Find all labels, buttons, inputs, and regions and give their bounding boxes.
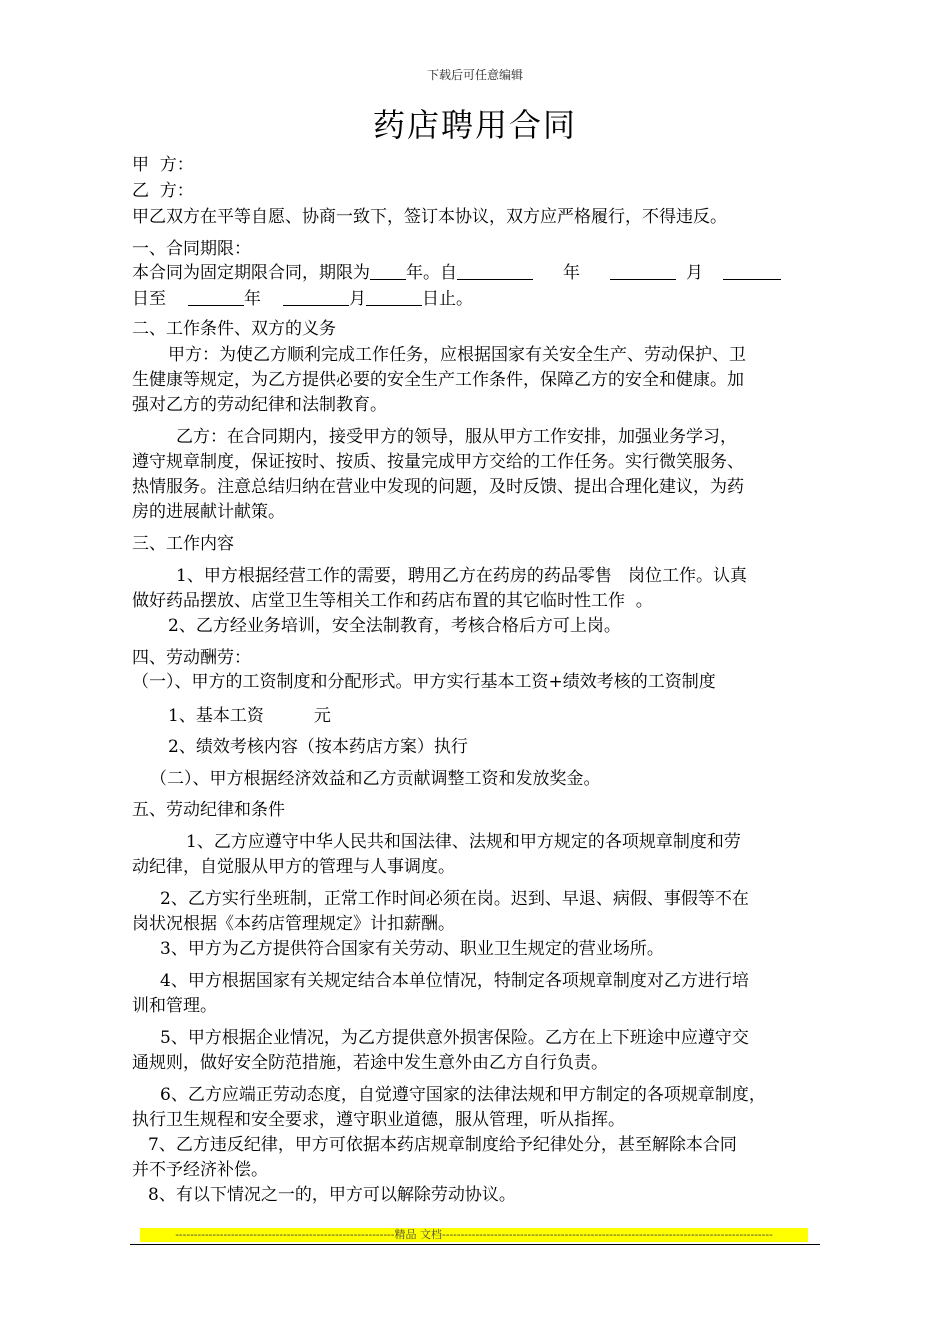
section-4-heading: 四、劳动酬劳：	[132, 648, 251, 668]
term-text: 年。自	[406, 263, 457, 283]
end-year-blank	[188, 289, 244, 306]
discipline-clause-line: 7、乙方违反纪律，甲方可依据本药店规章制度给予纪律处分，甚至解除本合同	[148, 1135, 737, 1155]
remuneration-line: （二）、甲方根据经济效益和乙方贡献调整工资和发放奖金。	[150, 769, 601, 789]
discipline-clause-line: 通规则，做好安全防范措施，若途中发生意外由乙方自行负责。	[132, 1053, 608, 1073]
remuneration-line	[168, 705, 331, 727]
party-b-duty-line: 遵守规章制度，保证按时、按质、按量完成甲方交给的工作任务。实行微笑服务、	[132, 452, 744, 472]
section-3-heading: 三、工作内容	[132, 534, 234, 554]
start-year-blank	[457, 263, 533, 280]
party-b-duty-line: 热情服务。注意总结归纳在营业中发现的问题，及时反馈、提出合理化建议，为药	[132, 477, 744, 497]
start-day-blank	[723, 263, 781, 280]
footer-divider	[130, 1244, 820, 1245]
party-a-duty-line: 甲方：为使乙方顺利完成工作任务，应根据国家有关安全生产、劳动保护、卫	[168, 345, 746, 365]
page-header: 下载后可任意编辑	[426, 68, 523, 82]
term-text: 日止。	[422, 289, 473, 309]
work-content-line: 2、乙方经业务培训，安全法制教育，考核合格后方可上岗。	[168, 616, 621, 636]
party-b-duty-line: 房的进展献计献策。	[132, 502, 285, 522]
term-text: 年	[563, 263, 580, 283]
discipline-clause-line: 执行卫生规程和安全要求，遵守职业道德，服从管理，听从指挥。	[132, 1110, 625, 1130]
discipline-clause-line: 训和管理。	[132, 996, 217, 1016]
discipline-clause-line: 4、甲方根据国家有关规定结合本单位情况，特制定各项规章制度对乙方进行培	[160, 971, 749, 991]
base-salary-label: 1、基本工资	[168, 706, 264, 726]
discipline-clause-line: 2、乙方实行坐班制，正常工作时间必须在岗。迟到、早退、病假、事假等不在	[160, 889, 749, 909]
party-a-duty-line: 生健康等规定，为乙方提供必要的安全生产工作条件，保障乙方的安全和健康。加	[132, 370, 744, 390]
section-2-heading: 二、工作条件、双方的义务	[132, 319, 336, 339]
discipline-clause-line: 5、甲方根据企业情况，为乙方提供意外损害保险。乙方在上下班途中应遵守交	[160, 1028, 749, 1048]
end-day-blank	[366, 289, 422, 306]
discipline-clause-line: 8、有以下情况之一的，甲方可以解除劳动协议。	[148, 1185, 516, 1205]
start-month-blank	[610, 263, 676, 280]
discipline-clause-line: 6、乙方应端正劳动态度，自觉遵守国家的法律法规和甲方制定的各项规章制度，	[160, 1085, 766, 1105]
section-5-heading: 五、劳动纪律和条件	[132, 800, 285, 820]
remuneration-line: 2、绩效考核内容（按本药店方案）执行	[168, 737, 468, 757]
discipline-clause-line: 动纪律，自觉服从甲方的管理与人事调度。	[132, 857, 455, 877]
work-content-line: 做好药品摆放、店堂卫生等相关工作和药店布置的其它临时性工作 。	[132, 591, 653, 611]
years-blank	[370, 263, 406, 280]
term-text: 日至	[132, 289, 166, 309]
contract-term-line-1	[132, 262, 781, 284]
discipline-clause-line: 并不予经济补偿。	[132, 1160, 268, 1180]
work-content-line: 1、甲方根据经营工作的需要，聘用乙方在药房的药品零售 岗位工作。认真	[176, 566, 748, 586]
end-month-blank	[283, 289, 349, 306]
preamble: 甲乙双方在平等自愿、协商一致下，签订本协议，双方应严格履行，不得违反。	[132, 207, 727, 227]
section-1-heading: 一、合同期限：	[132, 239, 251, 259]
party-a-label: 甲 方：	[132, 155, 194, 175]
remuneration-line: （一）、甲方的工资制度和分配形式。甲方实行基本工资+绩效考核的工资制度	[132, 672, 716, 692]
term-text: 年	[244, 289, 261, 309]
party-b-duty-line: 乙方：在合同期内，接受甲方的领导，服从甲方工作安排，加强业务学习，	[176, 427, 737, 447]
party-a-duty-line: 强对乙方的劳动纪律和法制教育。	[132, 395, 387, 415]
term-text: 本合同为固定期限合同，期限为	[132, 263, 370, 283]
contract-term-line-2	[132, 288, 473, 310]
footer-banner: -----------------------------------------------------------精品 文档-----------------------------------------------------------------------------------------	[140, 1228, 808, 1242]
discipline-clause-line: 岗状况根据《本药店管理规定》计扣薪酬。	[132, 914, 455, 934]
discipline-clause-line: 3、甲方为乙方提供符合国家有关劳动、职业卫生规定的营业场所。	[160, 939, 664, 959]
party-b-label: 乙 方：	[132, 181, 194, 201]
discipline-clause-line: 1、乙方应遵守中华人民共和国法律、法规和甲方规定的各项规章制度和劳	[186, 832, 741, 852]
document-title: 药店聘用合同	[372, 106, 577, 144]
term-text: 月	[686, 263, 703, 283]
term-text: 月	[349, 289, 366, 309]
currency-unit: 元	[313, 706, 331, 726]
